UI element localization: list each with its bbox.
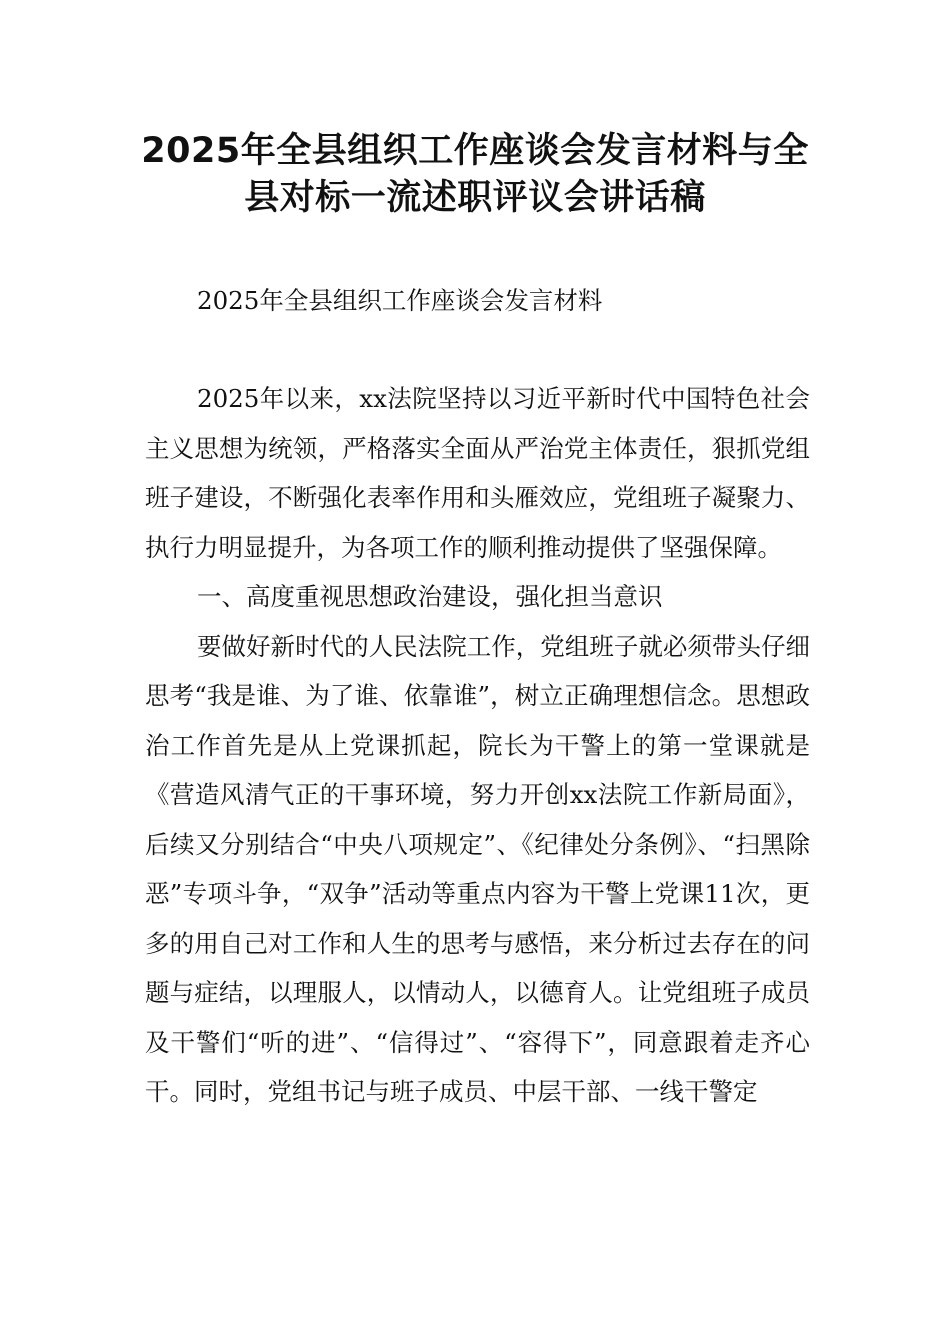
title-line-2: 县对标一流述职评议会讲话稿 xyxy=(244,178,706,218)
title-line-1: 2025年全县组织工作座谈会发言材料与全 xyxy=(141,131,809,171)
paragraph-section-1: 要做好新时代的人民法院工作，党组班子就必须带头仔细思考“我是谁、为了谁、依靠谁”，树立正确理想信念。思想政治工作首先是从上党课抓起，院长为干警上的第一堂课就是《营造风清气正的干事环境，努力开创xx法院工作新局面》，后续又分别结合“中央八项规定”、《纪律处分条例》、“扫黑除恶”专项斗争，“双争”活动等重点内容为干警上党课11次，更多的用自己对工作和人生的思考与感悟，来分析过去存在的问题与症结，以理服人，以情动人，以德育人。让党组班子成员及干警们“听的进”、“信得过”、“容得下”，同意跟着走齐心干。同时，党组书记与班子成员、中层干部、一线干警定 xyxy=(145,631,810,1106)
section-heading-1: 一、高度重视思想政治建设，强化担当意识 xyxy=(197,582,663,611)
body-content xyxy=(145,374,810,1117)
section-subtitle: 2025年全县组织工作座谈会发言材料 xyxy=(197,286,603,315)
paragraph-intro: 2025年以来，xx法院坚持以习近平新时代中国特色社会主义思想为统领，严格落实全面从严治党主体责任，狠抓党组班子建设，不断强化表率作用和头雁效应，党组班子凝聚力、执行力明显提升，为各项工作的顺利推动提供了坚强保障。 xyxy=(145,384,810,562)
document-title xyxy=(100,128,850,222)
